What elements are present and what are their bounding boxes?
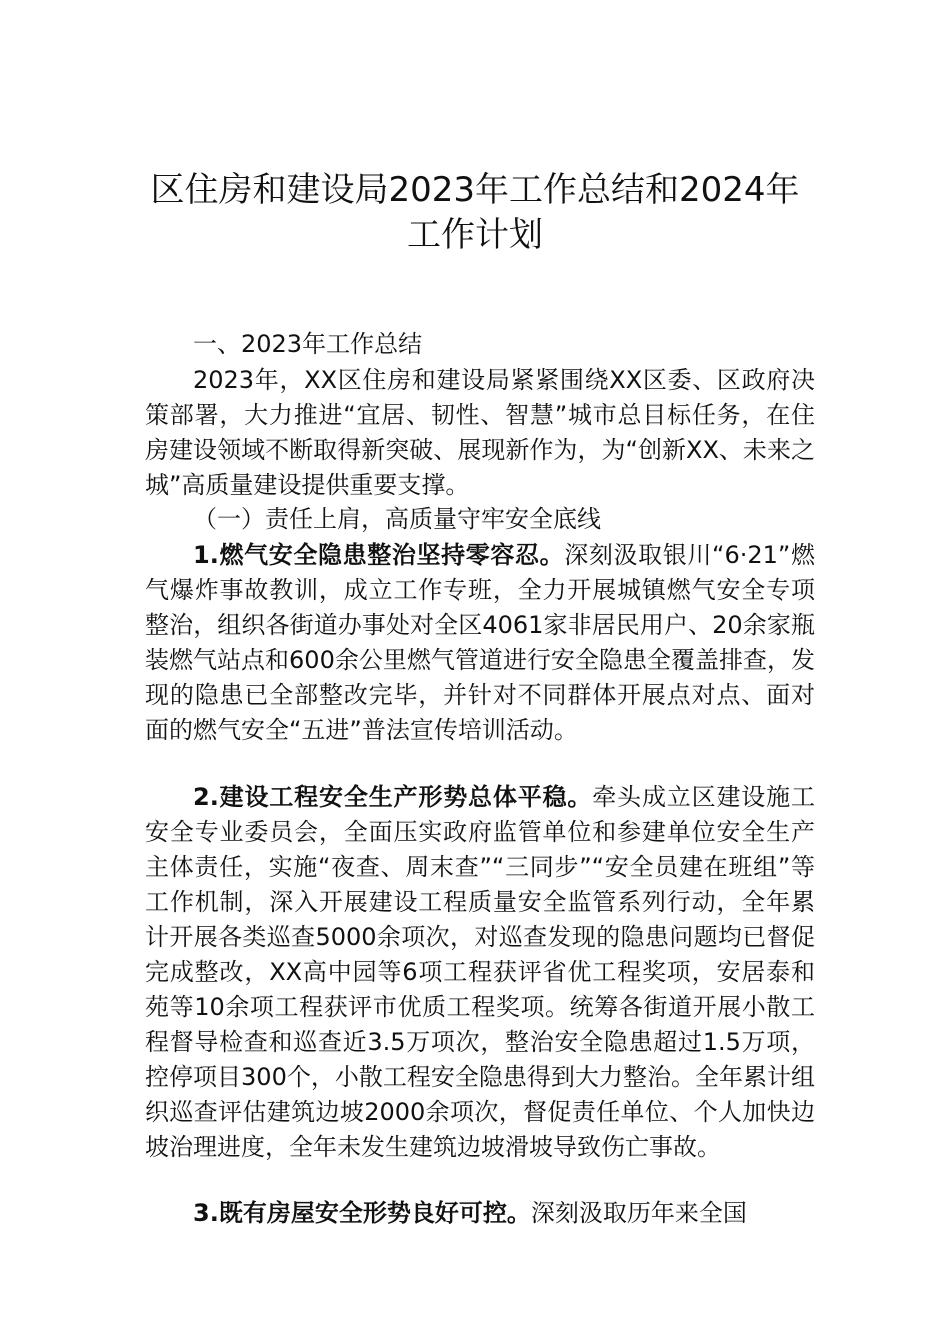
section1-heading: 一、2023年工作总结 — [193, 330, 423, 358]
item2-text: 牵头成立区建设施工安全专业委员会，全面压实政府监管单位和参建单位安全生产主体责任，实施“夜查、周末查”“三同步”“安全员建在班组”等工作机制，深入开展建设工程质量安全监管系列行动，全年累计开展各类巡查5000余项次，对巡查发现的隐患问题均已督促完成整改，XX高中园等6项工程获评省优工程奖项，安居泰和苑等10余项工程获评市优质工程奖项。统筹各街道开展小散工程督导检查和巡查近3.5万项次，整治安全隐患超过1.5万项，控停项目300个，小散工程安全隐患得到大力整治。全年累计组织巡查评估建筑边坡2000余项次，督促责任单位、个人加快边坡治理进度，全年未发生建筑边坡滑坡导致伤亡事故。 — [145, 783, 815, 1161]
item3-lead: 3.既有房屋安全形势良好可控。 — [193, 1199, 531, 1227]
item3-text: 深刻汲取历年来全国 — [530, 1199, 747, 1227]
item2-paragraph — [145, 780, 815, 1165]
item1-text: 深刻汲取银川“6·21”燃气爆炸事故教训，成立工作专班，全力开展城镇燃气安全专项整治，组织各街道办事处对全区4061家非居民用户、20余家瓶装燃气站点和600余公里燃气管道进行安全隐患全覆盖排查，发现的隐患已全部整改完毕，并针对不同群体开展点对点、面对面的燃气安全“五进”普法宣传培训活动。 — [145, 541, 815, 744]
intro-paragraph: 2023年，XX区住房和建设局紧紧围绕XX区委、区政府决策部署，大力推进“宜居、韧性、智慧”城市总目标任务，在住房建设领域不断取得新突破、展现新作为，为“创新XX、未来之城”高质量建设提供重要支撑。 — [145, 366, 815, 499]
item1-lead: 1.燃气安全隐患整治坚持零容忍。 — [193, 541, 565, 569]
document-title-line1: 区住房和建设局2023年工作总结和2024年 — [150, 170, 800, 210]
item3-paragraph — [145, 1196, 815, 1231]
item2-lead: 2.建设工程安全生产形势总体平稳。 — [193, 783, 593, 811]
subsection1-heading: （一）责任上肩，高质量守牢安全底线 — [193, 505, 601, 533]
document-title-line2: 工作计划 — [407, 215, 543, 255]
item1-paragraph — [145, 538, 815, 748]
